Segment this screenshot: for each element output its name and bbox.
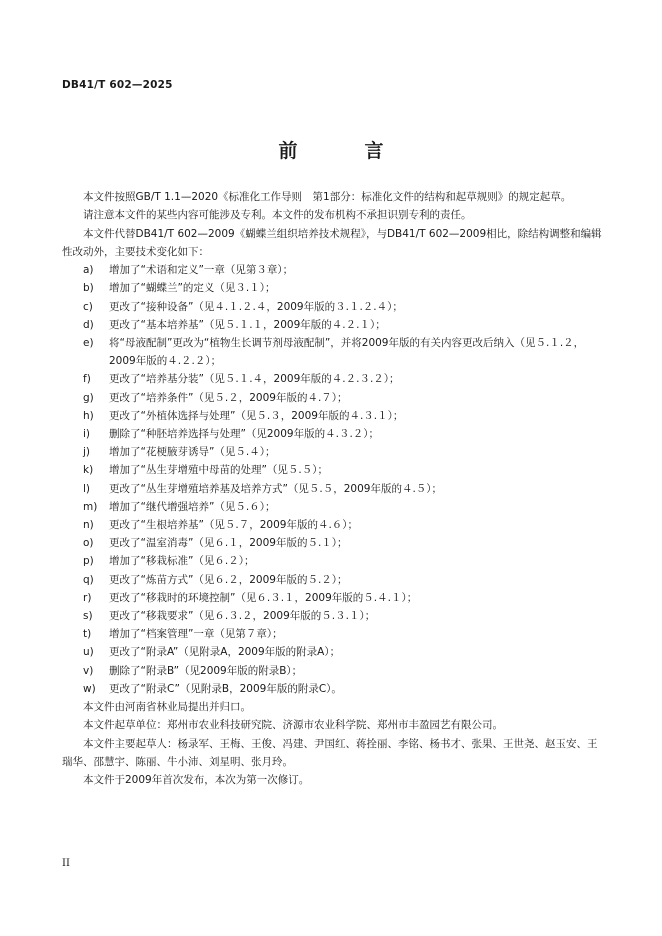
change-list-item [62, 316, 606, 334]
page-title: 前 言 [278, 140, 408, 162]
change-list [62, 261, 606, 698]
list-item-text: 增加了“移栽标准”（见６.２）； [109, 555, 255, 568]
list-item-text: 更改了“温室消毒”（见６.１，2009年版的５.１）； [109, 537, 348, 550]
change-list-item [62, 498, 606, 516]
list-item-text: 更改了“基本培养基”（见５.１.１，2009年版的４.２.１）； [109, 318, 386, 331]
list-item-marker: u) [83, 646, 94, 659]
change-list-item [62, 279, 606, 297]
change-list-item [62, 461, 606, 479]
intro-paragraph: 本文件代替DB41/T 602—2009《蝴蝶兰组织培养技术规程》，与DB41/T 602—2009相比，除结构调整和编辑性改动外，主要技术变化如下： [62, 227, 602, 258]
list-item-marker: s) [83, 610, 93, 623]
change-list-item [62, 571, 606, 589]
closing-paragraph: 本文件主要起草人：杨录军、王梅、王俊、冯建、尹国红、蒋拴丽、李铭、杨书才、张果、王世尧、赵玉安、王瑞华、邵慧宇、陈丽、牛小沛、刘星明、张月玲。 [62, 737, 598, 768]
list-item-text: 更改了“生根培养基”（见５.７，2009年版的４.６）； [109, 519, 359, 532]
list-item-marker: t) [83, 628, 92, 641]
change-list-item [62, 298, 606, 316]
intro-paragraph: 本文件按照GB/T 1.1—2020《标准化工作导则 第1部分：标准化文件的结构和起草规则》的规定起草。 [83, 191, 572, 203]
closing-paragraph: 本文件由河南省林业局提出并归口。 [83, 701, 251, 714]
closing-paragraph: 本文件于2009年首次发布，本次为第一次修订。 [83, 774, 310, 787]
list-item-text: 更改了“附录C”（见附录B，2009年版的附录C）。 [109, 682, 342, 695]
change-list-item [62, 625, 606, 643]
list-item-marker: j) [83, 446, 91, 459]
list-item-marker: h) [83, 409, 94, 422]
list-item-text: 更改了“移栽时的环境控制”（见６.３.１，2009年版的５.４.１）； [109, 591, 418, 604]
change-list-item [62, 407, 606, 425]
list-item-marker: w) [83, 682, 96, 695]
list-item-text: 删除了“种胚培养选择与处理”（见2009年版的４.３.２）； [109, 428, 380, 441]
change-list-item [62, 534, 606, 552]
list-item-text: 增加了“档案管理”一章（见第７章）； [109, 628, 283, 641]
list-item-marker: k) [83, 464, 94, 477]
list-item-marker: n) [83, 519, 94, 532]
list-item-marker: d) [83, 318, 94, 331]
list-item-text: 增加了“花梗腋芽诱导”（见５.４）； [109, 446, 276, 459]
list-item-marker: b) [83, 282, 94, 295]
closing-paragraph: 本文件起草单位：郑州市农业科技研究院、济源市农业科学院、郑州市丰盈园艺有限公司。 [83, 719, 503, 732]
change-list-item [62, 643, 606, 661]
list-item-text: 更改了“附录A”（见附录A，2009年版的附录A）； [109, 646, 341, 659]
list-item-text: 更改了“炼苗方式”（见６.２，2009年版的５.２）； [109, 573, 348, 586]
list-item-text: 增加了“继代增强培养”（见５.６）； [109, 500, 276, 513]
change-list-item [62, 425, 606, 443]
list-item-marker: r) [83, 591, 92, 604]
change-list-item [62, 480, 606, 498]
change-list-item [62, 662, 606, 680]
list-item-text: 增加了“丛生芽增殖中母苗的处理”（见５.５）； [109, 464, 328, 477]
list-item-marker: p) [83, 555, 94, 568]
list-item-text: 增加了“蝴蝶兰”的定义（见３.１）； [109, 282, 276, 295]
list-item-text: 增加了“术语和定义”一章（见第３章）； [109, 264, 294, 277]
page-number: II [62, 858, 70, 869]
change-list-item [62, 680, 606, 698]
list-item-text: 更改了“接种设备”（见４.１.２.４，2009年版的３.１.２.４）； [109, 300, 403, 313]
change-list-item [62, 370, 606, 388]
list-item-text: 更改了“移栽要求”（见６.３.２，2009年版的５.３.１）； [109, 610, 376, 623]
list-item-text: 更改了“丛生芽增殖培养基及培养方式”（见５.５，2009年版的４.５）； [109, 482, 443, 495]
list-item-marker: o) [83, 537, 94, 550]
list-item-text: 将“母液配制”更改为“植物生长调节剂母液配制”，并将2009年版的有关内容更改后纳入（见５.１.２，2009年版的４.２.２）； [109, 337, 585, 368]
intro-paragraph: 请注意本文件的某些内容可能涉及专利。本文件的发布机构不承担识别专利的责任。 [83, 209, 472, 222]
change-list-item [62, 389, 606, 407]
list-item-marker: q) [83, 573, 94, 586]
list-item-marker: v) [83, 664, 94, 677]
change-list-item [62, 516, 606, 534]
list-item-text: 更改了“培养条件”（见５.２，2009年版的４.７）； [109, 391, 348, 404]
list-item-text: 删除了“附录B”（见2009年版的附录B）； [109, 664, 303, 677]
preface-body [62, 188, 606, 790]
list-item-marker: l) [83, 482, 91, 495]
change-list-item [62, 443, 606, 461]
list-item-marker: g) [83, 391, 94, 404]
list-item-marker: f) [83, 373, 91, 386]
change-list-item [62, 552, 606, 570]
change-list-item [62, 589, 606, 607]
document-code: DB41/T 602—2025 [62, 79, 173, 91]
list-item-marker: i) [83, 428, 91, 441]
list-item-marker: e) [83, 337, 94, 349]
change-list-item [62, 334, 606, 370]
change-list-item [62, 261, 606, 279]
list-item-marker: m) [83, 500, 98, 513]
list-item-text: 更改了“外植体选择与处理”（见５.３，2009年版的４.３.１）； [109, 409, 404, 422]
list-item-marker: a) [83, 264, 94, 277]
change-list-item [62, 607, 606, 625]
list-item-text: 更改了“培养基分装”（见５.１.４，2009年版的４.２.３.２）； [109, 373, 400, 386]
list-item-marker: c) [83, 300, 93, 313]
